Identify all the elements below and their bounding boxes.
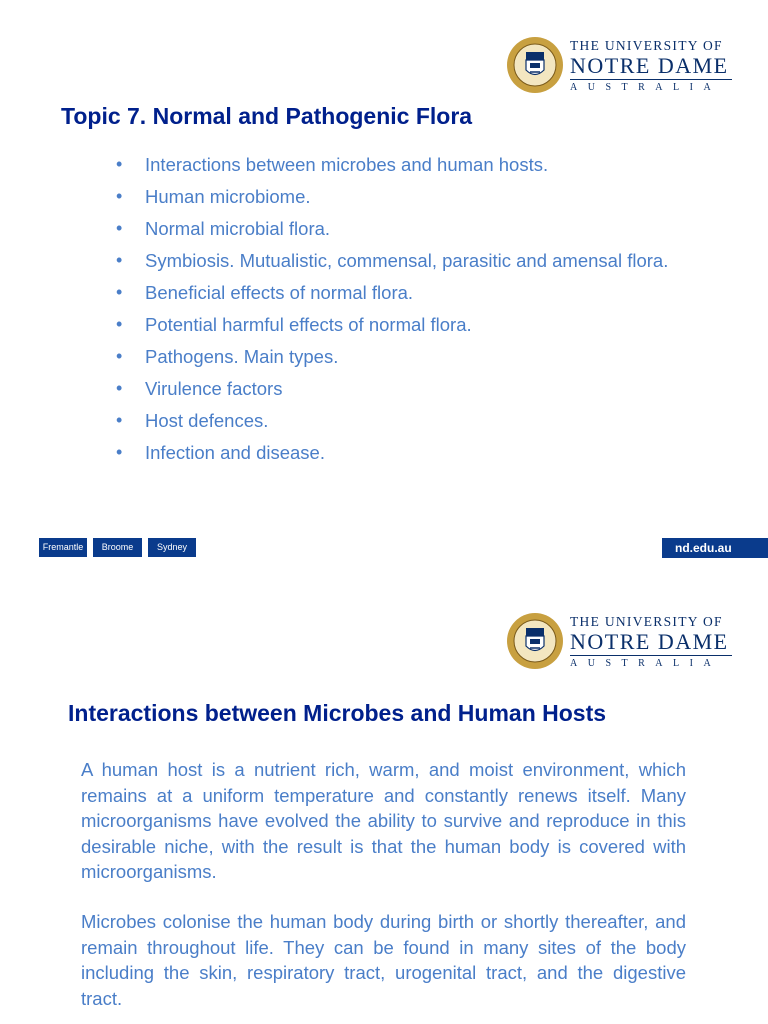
bullet-text: Symbiosis. Mutualistic, commensal, parasitic and amensal flora. [145,250,669,271]
bullet-icon: • [116,442,123,462]
crest-icon [506,36,564,94]
bullet-text: Beneficial effects of normal flora. [145,282,414,303]
bullet-icon: • [116,218,123,238]
paragraph: A human host is a nutrient rich, warm, and moist environment, which remains at a uniform temperature and constantly renews itself. Many microorganisms have evolved the ability to survive and reproduce in this desirable niche, with the result is that the human body is covered with microorganisms. [81,759,686,882]
bullet-item [116,280,720,306]
bullet-icon: • [116,410,123,430]
bullet-item [116,376,720,402]
campus-tag-sydney: Sydney [148,538,196,557]
bullet-icon: • [116,346,123,366]
university-logo [506,36,732,94]
campus-tag-fremantle: Fremantle [39,538,87,557]
bullet-text: Normal microbial flora. [145,218,331,239]
logo-text-line3: AUSTRALIA [570,657,722,669]
bullet-item [116,440,720,466]
bullet-item [116,152,720,178]
website-link[interactable]: nd.edu.au [662,538,768,558]
logo-text-line1: THE UNIVERSITY OF [570,37,723,53]
slide-footer [0,538,768,558]
bullet-text: Infection and disease. [145,442,325,463]
bullet-text: Host defences. [145,410,269,431]
bullet-text: Interactions between microbes and human hosts. [145,154,549,175]
bullet-item [116,216,720,242]
slide-1-title: Topic 7. Normal and Pathogenic Flora [61,103,473,129]
logo-divider [570,79,732,80]
bullet-icon: • [116,314,123,334]
bullet-icon: • [116,378,123,398]
logo-text-line3: AUSTRALIA [570,81,722,93]
university-logo [506,612,732,670]
bullet-text: Virulence factors [145,378,283,399]
logo-text-line2: NOTRE DAME [570,52,729,78]
slide-2 [0,576,768,1024]
crest-icon [506,612,564,670]
bullet-item [116,248,720,274]
bullet-item [116,184,720,210]
paragraph: Microbes colonise the human body during birth or shortly thereafter, and remain throughout life. They can be found in many sites of the body including the skin, respiratory tract, urogenital tract, and the digestive tract. [81,911,686,1009]
campus-tag-broome: Broome [93,538,142,557]
slide-2-title: Interactions between Microbes and Human Hosts [68,700,607,726]
bullet-icon: • [116,250,123,270]
bullet-item [116,312,720,338]
logo-text-line1: THE UNIVERSITY OF [570,613,723,629]
bullet-text: Human microbiome. [145,186,311,207]
logo-text-line2: NOTRE DAME [570,628,729,654]
bullet-icon: • [116,154,123,174]
bullet-icon: • [116,186,123,206]
bullet-text: Pathogens. Main types. [145,346,339,367]
bullet-icon: • [116,282,123,302]
logo-divider [570,655,732,656]
topic-bullet-list [116,152,720,472]
bullet-item [116,408,720,434]
bullet-text: Potential harmful effects of normal flora. [145,314,472,335]
bullet-item [116,344,720,370]
